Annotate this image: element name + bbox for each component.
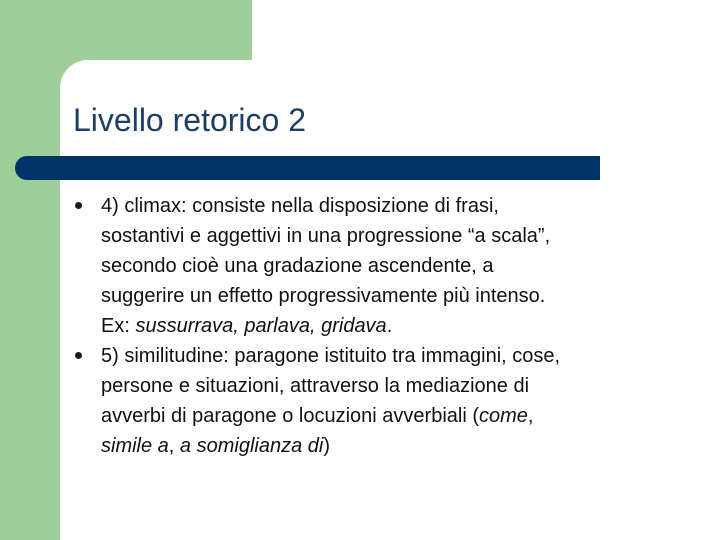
text-line [101, 401, 672, 431]
example-suffix: . [386, 315, 393, 337]
line4-suffix: ) [323, 435, 331, 457]
bullet-dot-icon [75, 352, 82, 359]
text-line: secondo cioè una gradazione ascendente, a [101, 255, 494, 277]
example-prefix: Ex: [101, 315, 136, 337]
example-italic: sussurrava, parlava, gridava [135, 315, 387, 337]
text-line: sostantivi e aggettivi in una progressione “a scala”, [101, 225, 551, 247]
bullet-list [72, 191, 672, 461]
line3-prefix: avverbi di paragone o locuzioni avverbiali ( [101, 405, 479, 427]
text-line: 5) similitudine: paragone istituito tra immagini, cose, [101, 345, 561, 367]
bullet-dot-icon [75, 202, 82, 209]
title-underline-bar [15, 156, 600, 180]
line4-italic-b: a somiglianza di [179, 435, 324, 457]
text-line: suggerire un effetto progressivamente più intenso. [101, 285, 546, 307]
slide-title: Livello retorico 2 [73, 102, 306, 138]
text-line [101, 431, 672, 461]
line4-italic-a: simile a [101, 435, 169, 457]
example-line [101, 311, 672, 341]
bullet-item-climax [72, 191, 672, 341]
bullet-item-similitudine [72, 341, 672, 461]
decorative-green-strip [0, 0, 60, 540]
text-line: persone e situazioni, attraverso la mediazione di [101, 375, 530, 397]
line3-suffix: , [527, 405, 534, 427]
bullet-text [101, 191, 672, 341]
line4-sep: , [168, 435, 180, 457]
bullet-text [101, 341, 672, 461]
line3-italic: come [479, 405, 528, 427]
text-line: 4) climax: consiste nella disposizione di frasi, [101, 195, 499, 217]
